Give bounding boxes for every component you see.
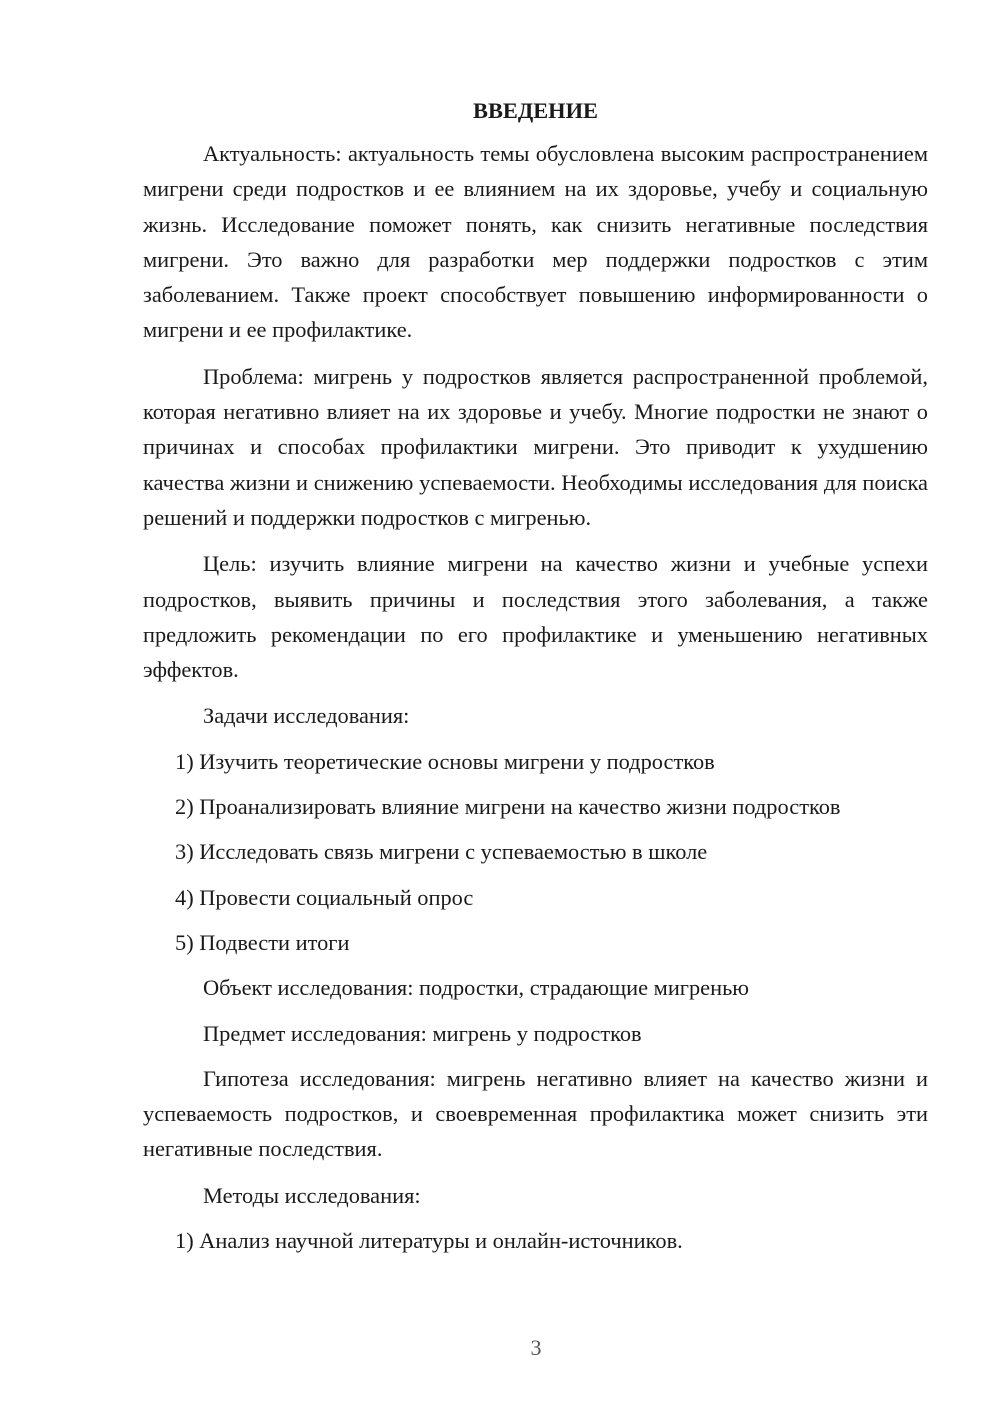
task-item-3: 3) Исследовать связь мигрени с успеваемостью в школе [175, 839, 708, 865]
methods-heading: Методы исследования: [203, 1182, 421, 1208]
page-number: 3 [530, 1335, 542, 1360]
task-item-4: 4) Провести социальный опрос [175, 884, 474, 910]
hypothesis-paragraph: Гипотеза исследования: мигрень негативно влияет на качество жизни и успеваемость подростков, и своевременная профилактика может снизить эти негативные последствия. [143, 1065, 928, 1162]
document-page [143, 96, 928, 1268]
task-item-1: 1) Изучить теоретические основы мигрени у подростков [175, 748, 715, 774]
goal-paragraph: Цель: изучить влияние мигрени на качество жизни и учебные успехи подростков, выявить причины и последствия этого заболевания, а также предложить рекомендации по его профилактике и уменьшению негативных эффектов. [143, 551, 928, 683]
research-object: Объект исследования: подростки, страдающие мигренью [203, 975, 750, 1001]
task-item-5: 5) Подвести итоги [175, 929, 350, 955]
page-title: ВВЕДЕНИЕ [473, 98, 598, 123]
problem-paragraph: Проблема: мигрень у подростков является распространенной проблемой, которая негативно влияет на их здоровье и учебу. Многие подростки не знают о причинах и способах профилактики мигрени. Это приводит к ухудшению качества жизни и снижению успеваемости. Необходимы исследования для поиска решений и поддержки подростков с мигренью. [143, 363, 928, 530]
research-subject: Предмет исследования: мигрень у подростков [203, 1020, 642, 1046]
relevance-paragraph: Актуальность: актуальность темы обусловлена высоким распространением мигрени среди подростков и ее влиянием на их здоровье, учебу и социальную жизнь. Исследование поможет понять, как снизить негативные последствия мигрени. Это важно для разработки мер поддержки подростков с этим заболеванием. Также проект способствует повышению информированности о мигрени и ее профилактике. [143, 141, 928, 343]
task-item-2: 2) Проанализировать влияние мигрени на качество жизни подростков [175, 794, 841, 820]
tasks-heading: Задачи исследования: [203, 703, 410, 729]
method-item-1: 1) Анализ научной литературы и онлайн-источников. [175, 1228, 683, 1254]
